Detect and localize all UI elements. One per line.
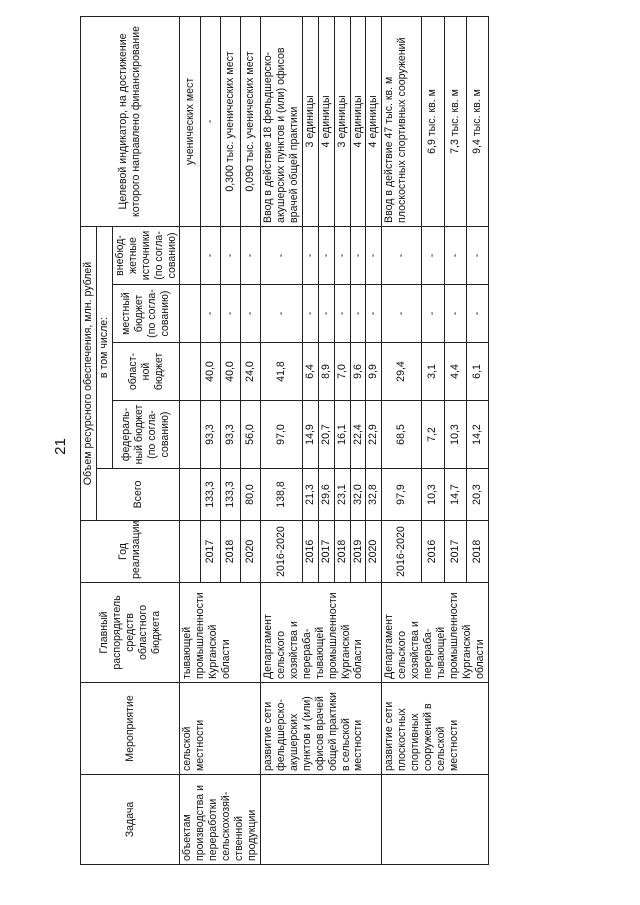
indicator-cell: 7,3 тыс. кв. м xyxy=(444,16,466,226)
total-cell: 32,0 xyxy=(350,469,366,521)
measure-cell: развитие сети фельдшерско-акушерских пунктов и (или) офисов врачей общей практики в сельской местности xyxy=(260,683,381,775)
task-cell xyxy=(382,775,488,865)
total-cell: 32,8 xyxy=(366,469,382,521)
extra-cell: - xyxy=(382,226,422,284)
header-measure: Мероприятие xyxy=(81,683,180,775)
local-cell: - xyxy=(334,285,350,343)
header-regional: област-ной бюджет xyxy=(112,343,180,401)
local-cell: - xyxy=(422,285,444,343)
regional-cell: 6,1 xyxy=(466,343,488,401)
regional-cell xyxy=(180,343,200,401)
federal-cell: 97,0 xyxy=(260,401,302,469)
total-cell: 80,0 xyxy=(240,469,260,521)
local-cell: - xyxy=(350,285,366,343)
total-cell: 10,3 xyxy=(422,469,444,521)
indicator-cell: 0,300 тыс. ученических мест xyxy=(220,16,240,226)
resource-table xyxy=(80,16,489,865)
regional-cell: 3,1 xyxy=(422,343,444,401)
extra-cell: - xyxy=(302,226,318,284)
year-cell: 2016-2020 xyxy=(260,521,302,583)
year-cell: 2016-2020 xyxy=(382,521,422,583)
local-cell: - xyxy=(318,285,334,343)
indicator-cell: 4 единицы xyxy=(318,16,334,226)
total-cell: 138,8 xyxy=(260,469,302,521)
year-cell: 2016 xyxy=(422,521,444,583)
header-task: Задача xyxy=(81,775,180,865)
regional-cell: 29,4 xyxy=(382,343,422,401)
table-row xyxy=(260,16,302,864)
federal-cell: 22,4 xyxy=(350,401,366,469)
federal-cell: 10,3 xyxy=(444,401,466,469)
extra-cell: - xyxy=(422,226,444,284)
federal-cell xyxy=(180,401,200,469)
indicator-cell: Ввод в действие 47 тыс. кв. м плоскостных спортивных сооружений xyxy=(382,16,422,226)
regional-cell: 41,8 xyxy=(260,343,302,401)
year-cell: 2018 xyxy=(334,521,350,583)
indicator-cell: ученических мест xyxy=(180,16,200,226)
header-federal: федераль-ный бюджет (по согла-сованию) xyxy=(112,401,180,469)
header-distributor: Главный распорядитель средств областного бюджета xyxy=(81,583,180,683)
regional-cell: 7,0 xyxy=(334,343,350,401)
extra-cell: - xyxy=(466,226,488,284)
federal-cell: 93,3 xyxy=(200,401,220,469)
year-cell: 2017 xyxy=(200,521,220,583)
year-cell: 2019 xyxy=(350,521,366,583)
year-cell: 2018 xyxy=(220,521,240,583)
total-cell: 23,1 xyxy=(334,469,350,521)
extra-cell: - xyxy=(350,226,366,284)
extra-cell: - xyxy=(260,226,302,284)
header-indicator: Целевой индикатор, на достижение которого направлено финансирование xyxy=(81,16,180,226)
total-cell: 21,3 xyxy=(302,469,318,521)
task-cell xyxy=(260,775,381,865)
extra-cell: - xyxy=(334,226,350,284)
local-cell: - xyxy=(366,285,382,343)
total-cell: 133,3 xyxy=(220,469,240,521)
extra-cell: - xyxy=(444,226,466,284)
year-cell xyxy=(180,521,200,583)
regional-cell: 6,4 xyxy=(302,343,318,401)
year-cell: 2017 xyxy=(318,521,334,583)
year-cell: 2017 xyxy=(444,521,466,583)
distributor-cell: тывающей промышленности Курганской области xyxy=(180,583,261,683)
header-extrabudget: внебюд-жетные источники (по согла-сованию) xyxy=(112,226,180,284)
header-total: Всего xyxy=(96,469,180,521)
local-cell: - xyxy=(466,285,488,343)
indicator-cell: 4 единицы xyxy=(350,16,366,226)
year-cell: 2016 xyxy=(302,521,318,583)
local-cell: - xyxy=(260,285,302,343)
total-cell xyxy=(180,469,200,521)
extra-cell: - xyxy=(200,226,220,284)
distributor-cell: Департамент сельского хозяйства и перераба-тывающей промышленности Курганской области xyxy=(260,583,381,683)
distributor-cell: Департамент сельского хозяйства и перераба-тывающей промышленности Курганской области xyxy=(382,583,488,683)
local-cell: - xyxy=(240,285,260,343)
regional-cell: 24,0 xyxy=(240,343,260,401)
local-cell: - xyxy=(382,285,422,343)
regional-cell: 8,9 xyxy=(318,343,334,401)
table-row xyxy=(382,16,422,864)
year-cell: 2018 xyxy=(466,521,488,583)
header-including: в том числе: xyxy=(96,226,112,468)
federal-cell: 14,2 xyxy=(466,401,488,469)
rotated-page xyxy=(80,17,580,865)
measure-cell: сельской местности xyxy=(180,683,261,775)
local-cell: - xyxy=(302,285,318,343)
federal-cell: 22,9 xyxy=(366,401,382,469)
indicator-cell: - xyxy=(200,16,220,226)
local-cell: - xyxy=(444,285,466,343)
extra-cell: - xyxy=(318,226,334,284)
federal-cell: 20,7 xyxy=(318,401,334,469)
indicator-cell: Ввод в действие 18 фельдшерско-акушерских пунктов и (или) офисов врачей общей практики xyxy=(260,16,302,226)
year-cell: 2020 xyxy=(366,521,382,583)
indicator-cell: 3 единицы xyxy=(302,16,318,226)
regional-cell: 40,0 xyxy=(220,343,240,401)
extra-cell xyxy=(180,226,200,284)
federal-cell: 93,3 xyxy=(220,401,240,469)
total-cell: 14,7 xyxy=(444,469,466,521)
extra-cell: - xyxy=(240,226,260,284)
task-cell: объектам производства и переработки сельскохозяй-ственной продукции xyxy=(180,775,261,865)
indicator-cell: 3 единицы xyxy=(334,16,350,226)
measure-cell: развитие сети плоскостных спортивных сооружений в сельской местности xyxy=(382,683,488,775)
indicator-cell: 4 единицы xyxy=(366,16,382,226)
header-year: Год реализации xyxy=(81,521,180,583)
local-cell: - xyxy=(220,285,240,343)
header-local: местный бюджет (по согла-сованию) xyxy=(112,285,180,343)
table-row xyxy=(180,16,200,864)
total-cell: 133,3 xyxy=(200,469,220,521)
federal-cell: 14,9 xyxy=(302,401,318,469)
total-cell: 97,9 xyxy=(382,469,422,521)
total-cell: 20,3 xyxy=(466,469,488,521)
total-cell: 29,6 xyxy=(318,469,334,521)
extra-cell: - xyxy=(220,226,240,284)
local-cell xyxy=(180,285,200,343)
year-cell: 2020 xyxy=(240,521,260,583)
indicator-cell: 6,9 тыс. кв. м xyxy=(422,16,444,226)
federal-cell: 56,0 xyxy=(240,401,260,469)
indicator-cell: 9,4 тыс. кв. м xyxy=(466,16,488,226)
regional-cell: 9,9 xyxy=(366,343,382,401)
regional-cell: 4,4 xyxy=(444,343,466,401)
indicator-cell: 0,090 тыс. ученических мест xyxy=(240,16,260,226)
extra-cell: - xyxy=(366,226,382,284)
federal-cell: 16,1 xyxy=(334,401,350,469)
federal-cell: 68,5 xyxy=(382,401,422,469)
regional-cell: 9,6 xyxy=(350,343,366,401)
local-cell: - xyxy=(200,285,220,343)
regional-cell: 40,0 xyxy=(200,343,220,401)
federal-cell: 7,2 xyxy=(422,401,444,469)
page-number: 21 xyxy=(51,438,69,455)
header-volume: Объем ресурсного обеспечения, млн. рублей xyxy=(81,226,97,520)
